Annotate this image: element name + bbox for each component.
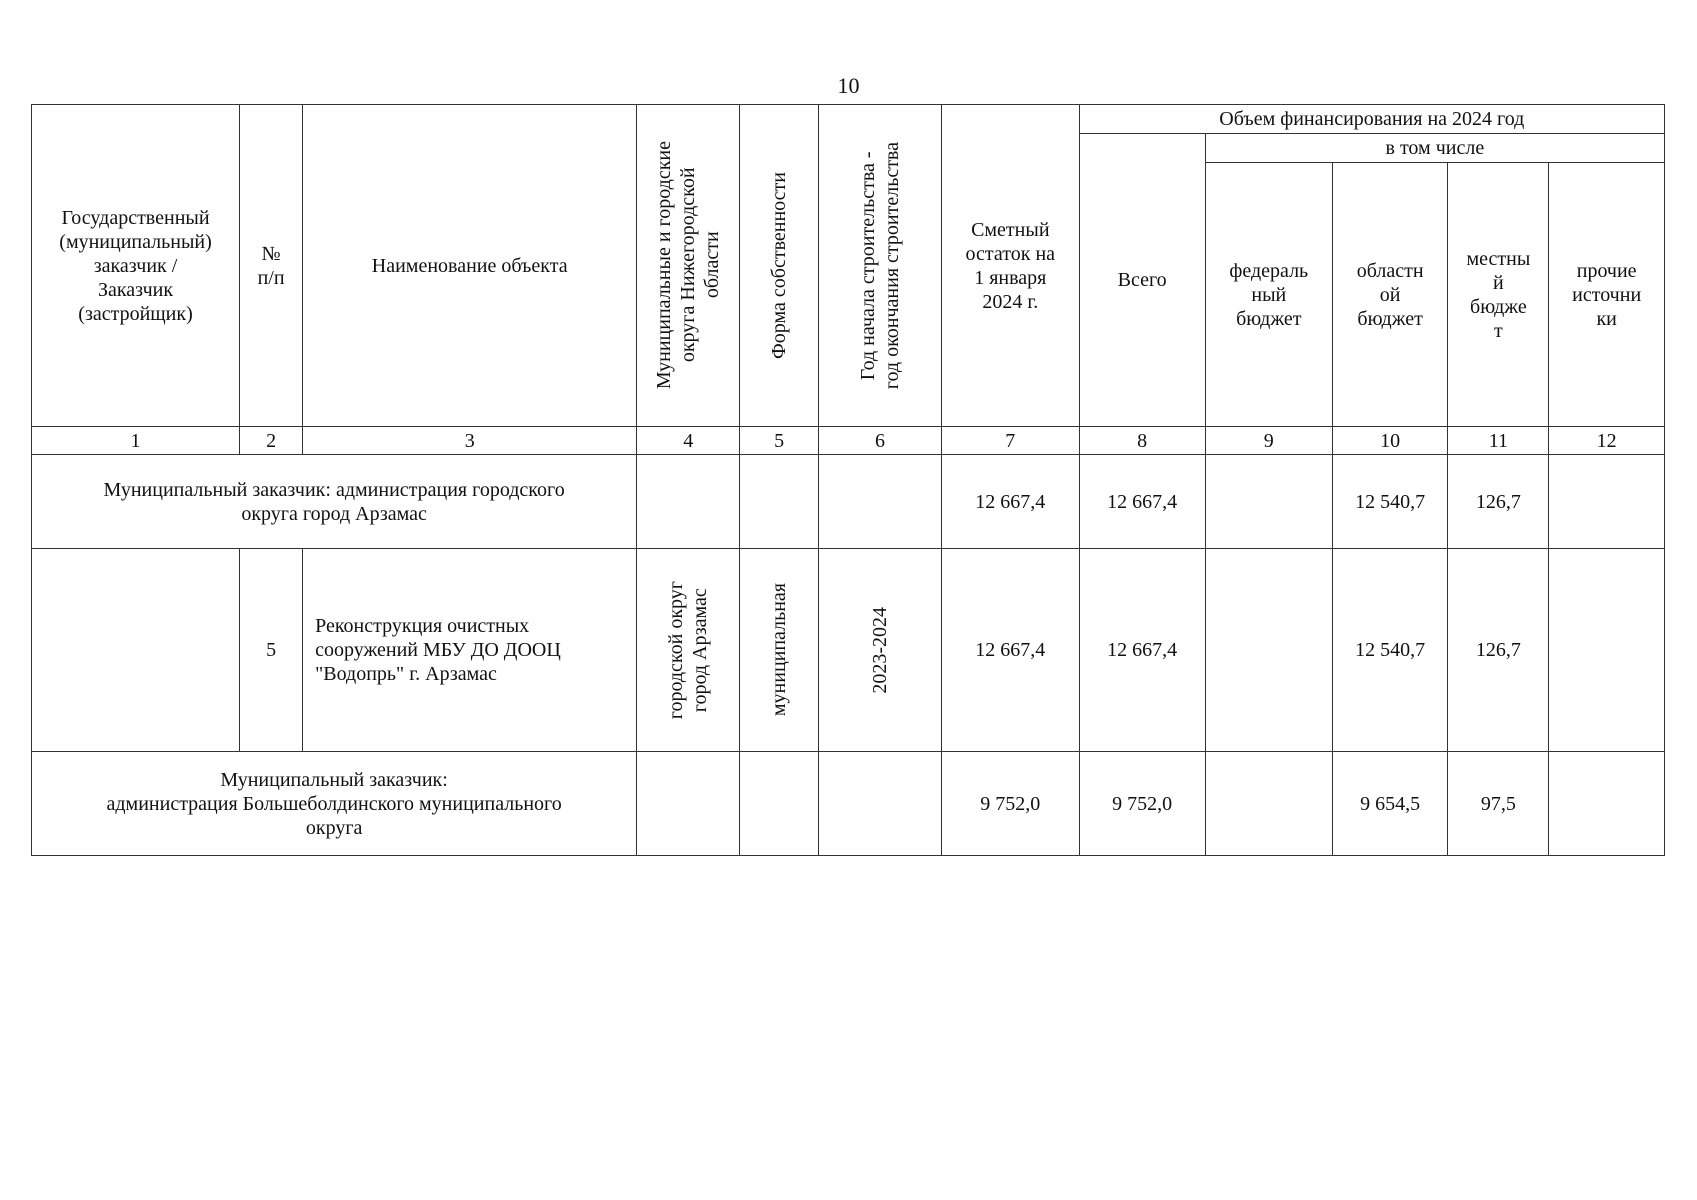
local-cell: 97,5	[1448, 752, 1549, 856]
regional-cell: 12 540,7	[1332, 455, 1448, 549]
municipal-cell	[637, 549, 740, 752]
table-row	[32, 455, 1665, 549]
estimated-cell: 9 752,0	[941, 752, 1079, 856]
customer-cell	[32, 549, 240, 752]
ownership-cell	[740, 549, 819, 752]
header-ownership-text: Форма собственности	[768, 172, 791, 359]
estimated-cell: 12 667,4	[941, 455, 1079, 549]
ownership-text: муниципальная	[768, 583, 791, 717]
header-num: № п/п	[240, 105, 303, 427]
federal-cell	[1205, 752, 1332, 856]
column-number: 2	[240, 427, 303, 455]
header-municipal	[637, 105, 740, 427]
customer-cell: Муниципальный заказчик: администрация городского округа город Арзамас	[32, 455, 637, 549]
header-funding: Объем финансирования на 2024 год	[1079, 105, 1664, 134]
column-number: 9	[1205, 427, 1332, 455]
num-cell: 5	[240, 549, 303, 752]
total-cell: 12 667,4	[1079, 549, 1205, 752]
header-municipal-text: Муниципальные и городские округа Нижегородской области	[653, 141, 724, 390]
column-number: 11	[1448, 427, 1549, 455]
estimated-cell: 12 667,4	[941, 549, 1079, 752]
object-name-cell: Реконструкция очистных сооружений МБУ ДО ДООЦ "Водопрь" г. Арзамас	[303, 549, 637, 752]
municipal-cell	[637, 455, 740, 549]
column-number: 8	[1079, 427, 1205, 455]
regional-cell: 12 540,7	[1332, 549, 1448, 752]
local-cell: 126,7	[1448, 549, 1549, 752]
other-cell	[1549, 455, 1665, 549]
header-years	[819, 105, 942, 427]
local-cell: 126,7	[1448, 455, 1549, 549]
municipal-cell	[637, 752, 740, 856]
table-row	[32, 549, 1665, 752]
column-number: 6	[819, 427, 942, 455]
years-text: 2023-2024	[869, 606, 891, 694]
header-other: прочие источни ки	[1549, 163, 1665, 427]
other-cell	[1549, 752, 1665, 856]
header-years-text: Год начала строительства - год окончания строительства	[857, 141, 903, 390]
municipal-text: городской округ город Арзамас	[665, 580, 712, 720]
total-cell: 9 752,0	[1079, 752, 1205, 856]
column-number: 10	[1332, 427, 1448, 455]
total-cell: 12 667,4	[1079, 455, 1205, 549]
column-number: 7	[941, 427, 1079, 455]
header-regional: областн ой бюджет	[1332, 163, 1448, 427]
header-total: Всего	[1079, 134, 1205, 427]
header-row-1	[32, 105, 1665, 134]
regional-cell: 9 654,5	[1332, 752, 1448, 856]
financing-table	[31, 104, 1665, 856]
years-cell	[819, 549, 942, 752]
ownership-cell	[740, 455, 819, 549]
years-cell	[819, 455, 942, 549]
years-cell	[819, 752, 942, 856]
column-numbers-row	[32, 427, 1665, 455]
page-number: 10	[837, 73, 860, 98]
header-federal: федераль ный бюджет	[1205, 163, 1332, 427]
column-number: 3	[303, 427, 637, 455]
customer-cell: Муниципальный заказчик: администрация Большеболдинского муниципального округа	[32, 752, 637, 856]
column-number: 4	[637, 427, 740, 455]
header-local: местны й бюдже т	[1448, 163, 1549, 427]
header-object-name: Наименование объекта	[303, 105, 637, 427]
federal-cell	[1205, 455, 1332, 549]
header-including: в том числе	[1205, 134, 1664, 163]
column-number: 1	[32, 427, 240, 455]
header-estimated: Сметный остаток на 1 января 2024 г.	[941, 105, 1079, 427]
ownership-cell	[740, 752, 819, 856]
table-row	[32, 752, 1665, 856]
column-number: 12	[1549, 427, 1665, 455]
other-cell	[1549, 549, 1665, 752]
column-number: 5	[740, 427, 819, 455]
header-ownership	[740, 105, 819, 427]
header-customer: Государственный (муниципальный) заказчик / Заказчик (застройщик)	[32, 105, 240, 427]
federal-cell	[1205, 549, 1332, 752]
